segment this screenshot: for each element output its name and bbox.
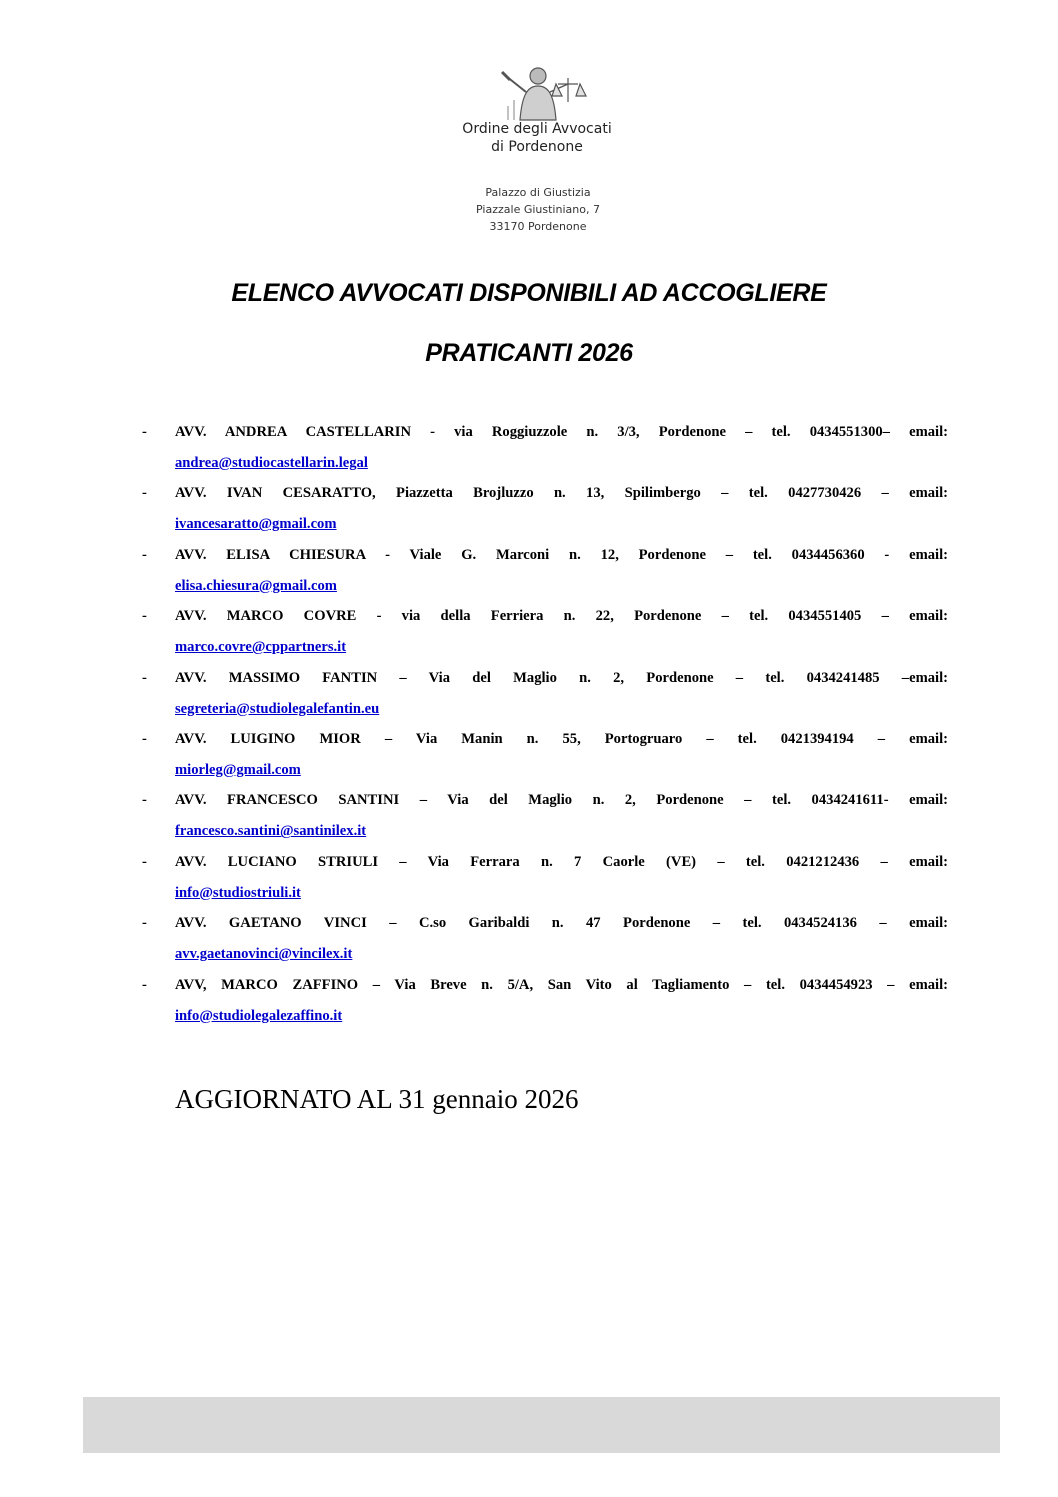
list-item — [142, 545, 948, 606]
email-link[interactable]: segreteria@studiolegalefantin.eu — [175, 700, 380, 717]
update-date: AGGIORNATO AL 31 gennaio 2026 — [175, 1084, 579, 1114]
email-link[interactable]: ivancesaratto@gmail.com — [175, 516, 337, 533]
email-link[interactable]: francesco.santini@santinilex.it — [175, 823, 367, 840]
lawyer-list — [142, 422, 948, 1036]
list-item — [142, 729, 948, 790]
list-dash: - — [142, 915, 147, 932]
lawyer-details: AVV. MARCO COVRE - via della Ferriera n. 22, Pordenone – tel. 0434551405 – email: — [175, 608, 948, 625]
lawyer-details: AVV. FRANCESCO SANTINI – Via del Maglio n. 2, Pordenone – tel. 0434241611- email: — [175, 792, 948, 809]
list-item — [142, 668, 948, 729]
lawyer-details: AVV. ANDREA CASTELLARIN - via Roggiuzzole n. 3/3, Pordenone – tel. 0434551300– email: — [175, 424, 948, 440]
email-link[interactable]: elisa.chiesura@gmail.com — [175, 577, 337, 594]
list-item — [142, 975, 948, 1036]
list-dash: - — [142, 976, 147, 993]
email-link[interactable]: info@studiolegalezaffino.it — [175, 1007, 343, 1024]
organization-name — [452, 120, 622, 156]
justice-seal-icon — [468, 62, 608, 122]
list-dash: - — [142, 730, 147, 747]
lawyer-details: AVV. LUIGINO MIOR – Via Manin n. 55, Portogruaro – tel. 0421394194 – email: — [175, 730, 948, 747]
lawyer-details: AVV. GAETANO VINCI – C.so Garibaldi n. 47 Pordenone – tel. 0434524136 – email: — [175, 915, 948, 932]
email-link[interactable]: info@studiostriuli.it — [175, 884, 301, 901]
email-link[interactable]: andrea@studiocastellarin.legal — [175, 455, 368, 471]
list-dash: - — [142, 853, 147, 870]
email-link[interactable]: avv.gaetanovinci@vincilex.it — [175, 946, 353, 963]
lawyer-details: AVV. ELISA CHIESURA - Viale G. Marconi n. 12, Pordenone – tel. 0434456360 - email: — [175, 546, 948, 563]
organization-line-1: Ordine degli Avvocati — [462, 121, 612, 137]
list-dash: - — [142, 485, 147, 502]
list-item — [142, 422, 948, 483]
organization-line-2: di Pordenone — [491, 139, 583, 155]
address-line-1: Palazzo di Giustizia — [485, 186, 591, 199]
lawyer-details: AVV, MARCO ZAFFINO – Via Breve n. 5/A, San Vito al Tagliamento – tel. 0434454923 – email: — [175, 976, 948, 993]
list-item — [142, 913, 948, 974]
list-item — [142, 606, 948, 667]
list-item — [142, 790, 948, 851]
lawyer-details: AVV. IVAN CESARATTO, Piazzetta Brojluzzo n. 13, Spilimbergo – tel. 0427730426 – email: — [175, 485, 948, 502]
list-item — [142, 483, 948, 544]
email-link[interactable]: miorleg@gmail.com — [175, 761, 301, 778]
lawyer-details: AVV. MASSIMO FANTIN – Via del Maglio n. 2, Pordenone – tel. 0434241485 –email: — [175, 669, 948, 686]
document-subtitle: PRATICANTI 2026 — [425, 339, 633, 367]
email-link[interactable]: marco.covre@cppartners.it — [175, 639, 347, 656]
list-dash: - — [142, 424, 147, 440]
letterhead — [440, 62, 640, 237]
lawyer-details: AVV. LUCIANO STRIULI – Via Ferrara n. 7 Caorle (VE) – tel. 0421212436 – email: — [175, 853, 948, 870]
organization-address — [456, 184, 620, 235]
document-title: ELENCO AVVOCATI DISPONIBILI AD ACCOGLIERE — [231, 279, 827, 307]
list-dash: - — [142, 546, 147, 563]
list-dash: - — [142, 669, 147, 686]
footer-bar — [83, 1397, 1000, 1453]
address-line-2: Piazzale Giustiniano, 7 — [476, 203, 600, 216]
list-dash: - — [142, 608, 147, 625]
list-item — [142, 852, 948, 913]
address-line-3: 33170 Pordenone — [489, 220, 587, 233]
list-dash: - — [142, 792, 147, 809]
